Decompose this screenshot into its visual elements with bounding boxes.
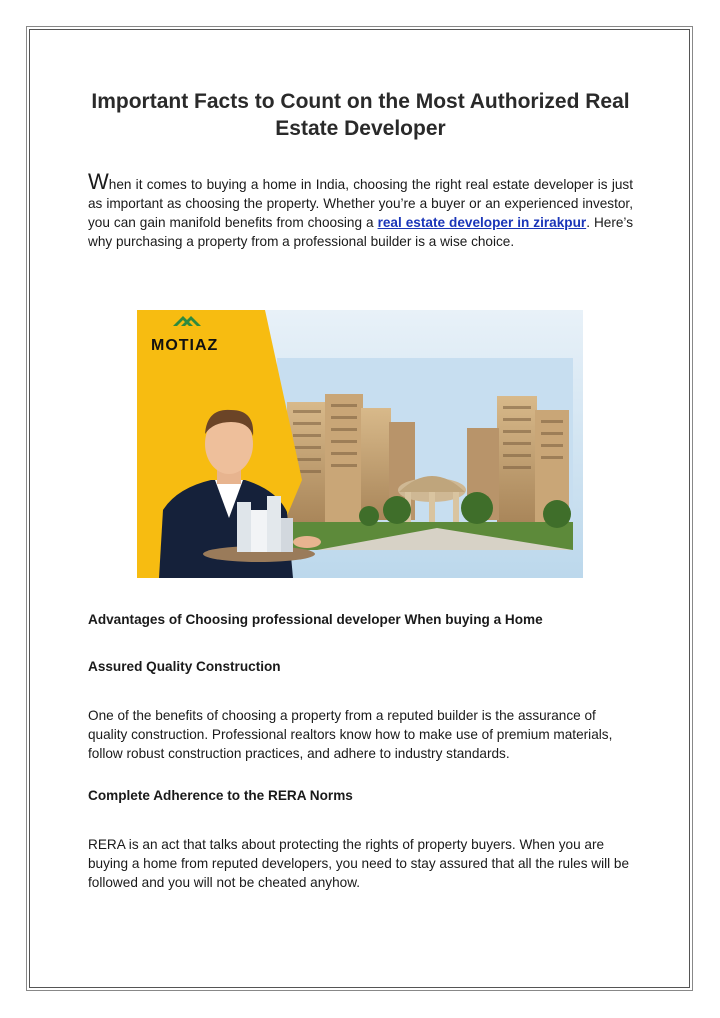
intro-paragraph	[88, 169, 633, 251]
body-quality-construction: One of the benefits of choosing a property from a reputed builder is the assurance of quality construction. Professional realtors know how to make use of premium materials, follow robust construction practices, and adhere to industry standards.	[88, 708, 613, 761]
heading-rera-norms: Complete Adherence to the RERA Norms	[88, 788, 353, 803]
page-title: Important Facts to Count on the Most Authorized Real Estate Developer	[91, 90, 630, 140]
body-rera-norms: RERA is an act that talks about protecting the rights of property buyers. When you are buying a home from reputed developers, you need to stay assured that all the rules will be followed and you will not be cheated anyhow.	[88, 837, 630, 890]
heading-quality-construction: Assured Quality Construction	[88, 659, 281, 674]
intro-text-before-link: hen it comes to buying a home in India, choosing the right real estate developer is just as important as choosing the property. Whether you’re a buyer or an experienced investor, you can gain manifold benefits from choosing a	[88, 177, 633, 230]
drop-cap: W	[88, 169, 109, 194]
logo-text: MOTIAZ	[151, 337, 219, 354]
hero-image	[137, 310, 583, 578]
intro-text-after-link: . Here’s why purchasing a property from a professional builder is a wise choice.	[88, 215, 633, 249]
building-photo	[277, 358, 573, 550]
real-estate-developer-link[interactable]: real estate developer in zirakpur	[377, 215, 587, 230]
section-heading: Advantages of Choosing professional developer When buying a Home	[88, 612, 543, 627]
